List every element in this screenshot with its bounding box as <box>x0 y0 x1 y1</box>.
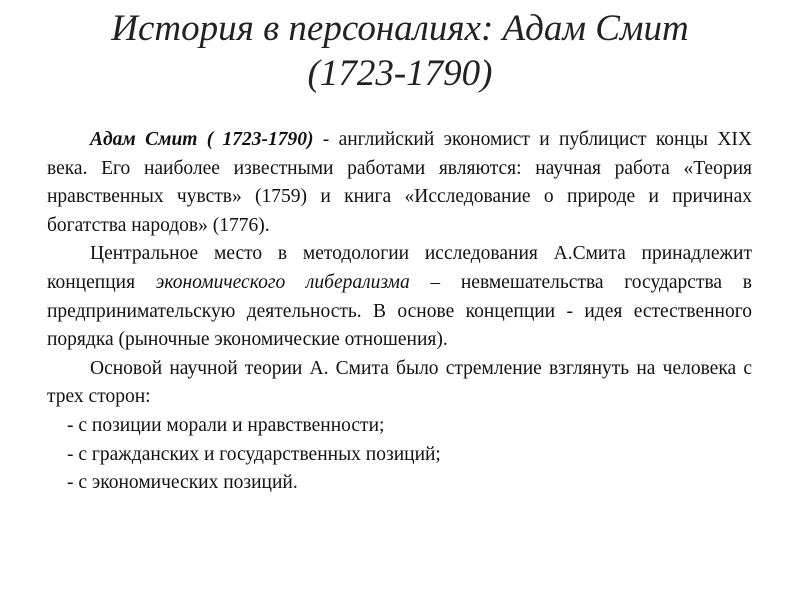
paragraph-methodology-before: Центральное место в методологии исследования А.Смита принадлежит концепция <box>47 243 752 293</box>
paragraph-intro <box>47 126 752 240</box>
paragraph-methodology-after: – невмешательства государства в предпринимательскую деятельность. В основе концепции - идея естественного порядка (рыночные экономические отношения). <box>47 271 752 351</box>
slide-body <box>47 126 752 498</box>
slide-title-line-1: История в персоналиях: Адам Смит <box>111 8 689 49</box>
paragraph-methodology-emphasis: экономического либерализма <box>155 271 410 293</box>
bullet-item-morality: - с позиции морали и нравственности; <box>67 414 385 436</box>
bullet-item-civic: - с гражданских и государственных позиций; <box>67 443 441 465</box>
paragraph-theory <box>47 355 752 412</box>
paragraph-intro-text: - английский экономист и публицист концы XIX века. Его наиболее известными работами являются: научная работа «Теория нравственных чувств» (1759) и книга «Исследование о природе и причинах богатства народов» (1776). <box>47 129 752 236</box>
bullet-list <box>47 412 752 498</box>
bullet-item-economic: - с экономических позиций. <box>67 472 298 494</box>
slide-title <box>60 6 740 96</box>
paragraph-intro-lead: Адам Смит ( 1723-1790) <box>90 129 314 150</box>
paragraph-theory-text: Основой научной теории А. Смита было стремление взглянуть на человека с трех сторон: <box>47 357 752 408</box>
slide-title-line-2: (1723-1790) <box>307 53 493 94</box>
paragraph-methodology <box>47 240 752 354</box>
